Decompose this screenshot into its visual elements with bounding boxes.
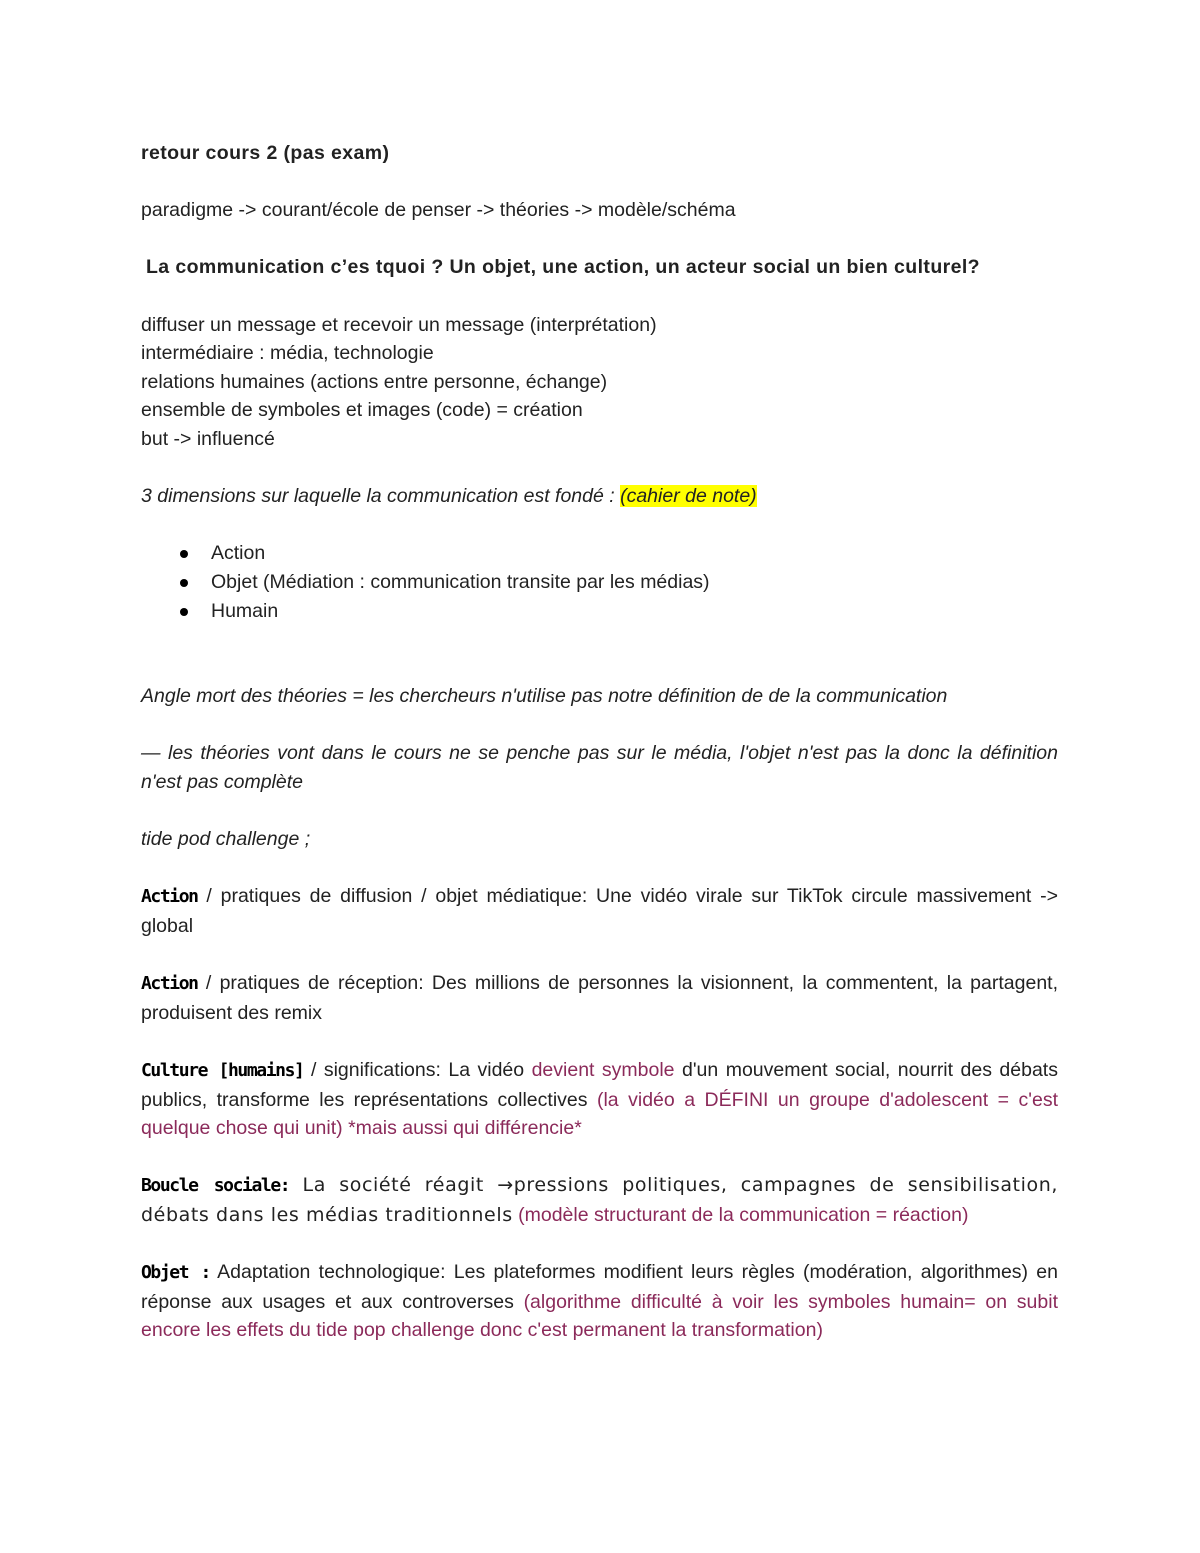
bullet-item-objet (141, 568, 1058, 597)
document-page (141, 139, 1058, 1345)
bullet-item-text: Objet (Médiation : communication transite par les médias) (211, 570, 710, 593)
definition-line: intermédiaire : média, technologie (141, 342, 434, 365)
main-question: La communication c’es tquoi ? Un objet, une action, un acteur social un bien culturel? (146, 256, 980, 279)
bullet-dot-icon (180, 608, 188, 616)
bullet-dot-icon (180, 579, 188, 587)
section-text: d'un mouvement social, nourrit des débats publics, transforme les représentations collectives (141, 1059, 1058, 1111)
bullet-dot-icon (180, 550, 188, 558)
bullet-item-text: Humain (211, 599, 279, 622)
theories-note: — les théories vont dans le cours ne se penche pas sur le média, l'objet n'est pas la donc la définition n'est pas complète (141, 742, 1058, 794)
definitions-list (141, 311, 1058, 454)
angle-mort-line: Angle mort des théories = les chercheurs n'utilise pas notre définition de de la communication (141, 685, 948, 708)
section-text: Adaptation technologique: Les plateformes modifient leurs règles (modération, algorithmes) en réponse aux usages et aux controverses (141, 1261, 1058, 1313)
section-action-reception (141, 969, 1058, 1027)
section-accent-text: (la vidéo a DÉFINI un groupe d'adolescent = c'est quelque chose qui unit) *mais aussi qui différencie* (141, 1088, 1058, 1140)
section-objet (141, 1258, 1058, 1345)
dimensions-intro-text: 3 dimensions sur laquelle la communication est fondé : (141, 485, 621, 508)
section-text: / significations: La vidéo (303, 1059, 532, 1081)
section-label: Action (141, 886, 198, 908)
definition-line: but -> influencé (141, 427, 275, 450)
section-label: Culture [humains] (141, 1060, 304, 1081)
section-label: Action (141, 973, 198, 995)
document-title: retour cours 2 (pas exam) (141, 142, 390, 164)
section-boucle-sociale (141, 1171, 1058, 1229)
dimensions-intro (141, 482, 1058, 511)
section-label: Objet : (141, 1262, 210, 1284)
section-accent-text: (algorithme difficulté à voir les symboles humain= on subit encore les effets du tide pop challenge donc c'est permanent la transformation) (141, 1290, 1058, 1342)
section-text: La société réagit →pressions politiques, campagnes de sensibilisation, débats dans les médias traditionnels (141, 1174, 1058, 1226)
bullet-item-humain (141, 597, 1058, 626)
section-text: / pratiques de diffusion / objet médiatique: Une vidéo virale sur TikTok circule massivement -> global (141, 885, 1058, 938)
dimensions-bullet-list (141, 539, 1058, 625)
section-action-diffusion (141, 882, 1058, 940)
bullet-item-text: Action (211, 542, 266, 565)
section-accent-text: (modèle structurant de la communication = réaction) (512, 1203, 969, 1226)
definition-line: relations humaines (actions entre personne, échange) (141, 370, 608, 393)
definition-line: diffuser un message et recevoir un message (interprétation) (141, 313, 657, 336)
tide-pod-heading: tide pod challenge ; (141, 828, 311, 851)
bullet-item-action (141, 539, 1058, 568)
definition-line: ensemble de symboles et images (code) = création (141, 399, 583, 422)
section-text: / pratiques de réception: Des millions de personnes la visionnent, la commentent, la partagent, produisent des remix (141, 972, 1058, 1024)
section-label: Boucle sociale: (141, 1175, 290, 1197)
section-accent-text: devient symbole (531, 1059, 675, 1081)
section-culture (141, 1056, 1058, 1143)
paradigm-line: paradigme -> courant/école de penser -> théories -> modèle/schéma (141, 199, 736, 222)
highlighted-note: (cahier de note) (620, 485, 757, 508)
